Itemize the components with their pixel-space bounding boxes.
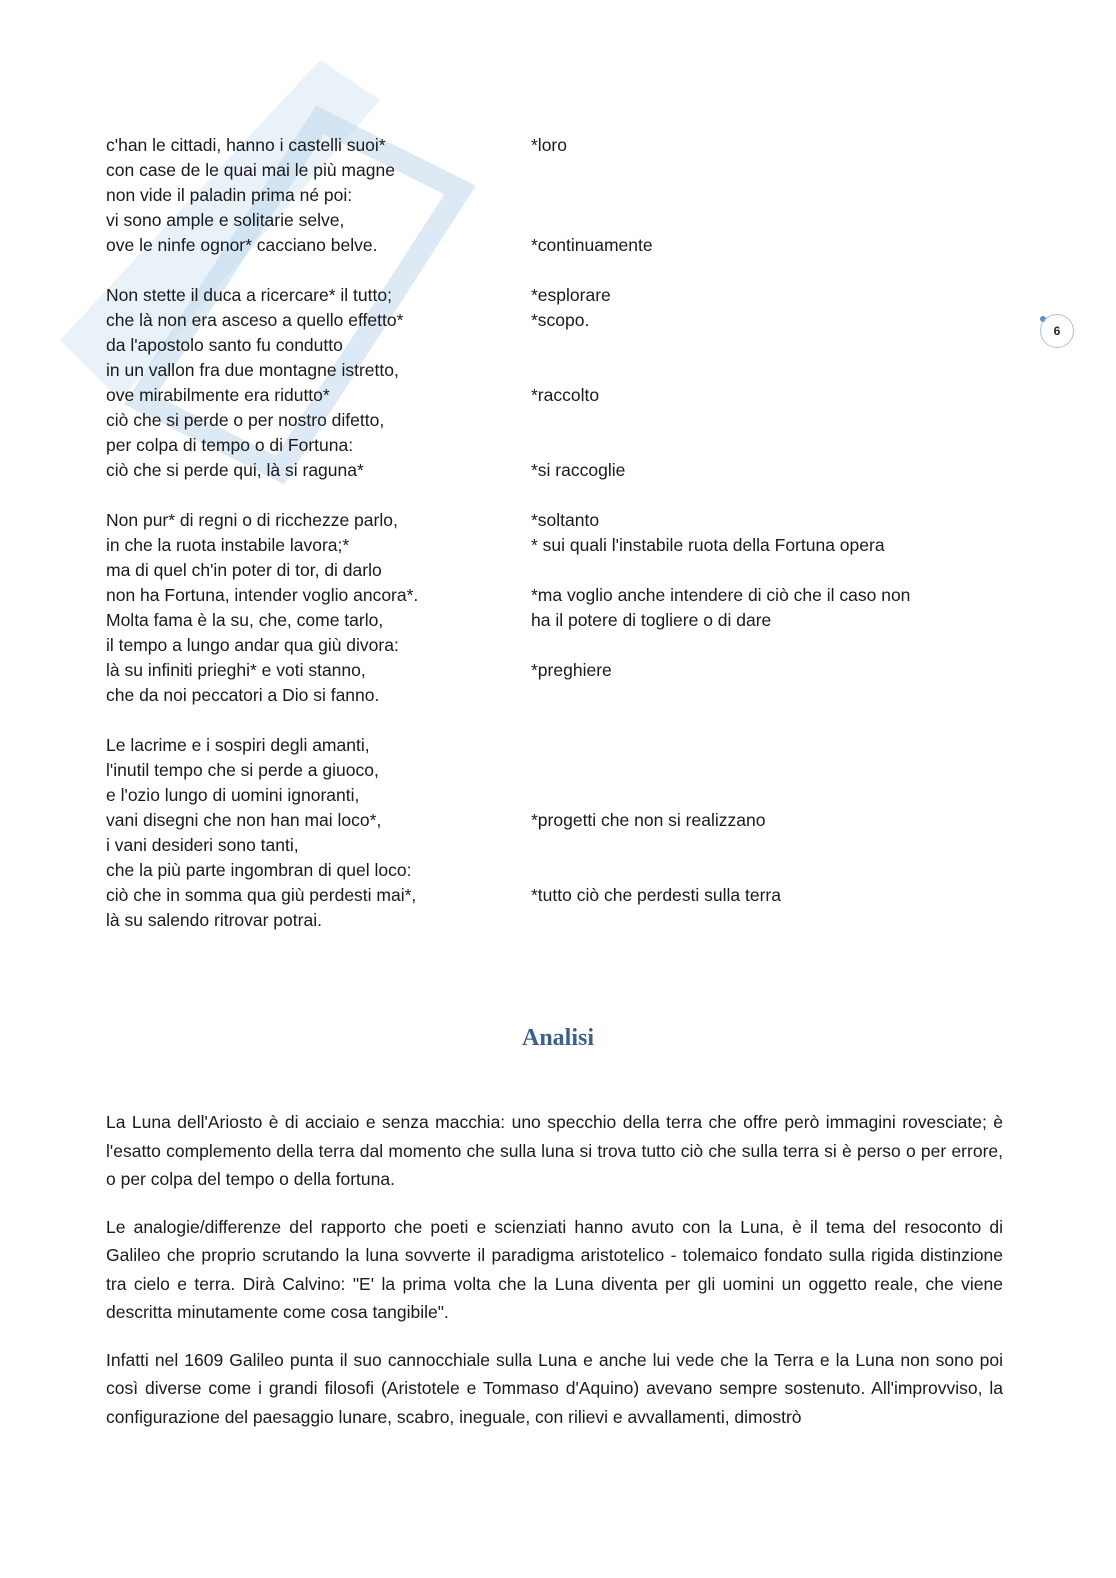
verse-line	[106, 433, 1006, 458]
verse-text: i vani desideri sono tanti,	[106, 835, 299, 855]
verse-line	[106, 858, 1006, 883]
verse-line	[106, 558, 1006, 583]
verse-text: Non stette il duca a ricercare* il tutto;	[106, 285, 392, 305]
verse-line	[106, 783, 1006, 808]
verse-line	[106, 233, 1006, 258]
poem-text	[106, 133, 1006, 958]
verse-line	[106, 758, 1006, 783]
verse-line	[106, 658, 1006, 683]
verse-text: ciò che si perde o per nostro difetto,	[106, 410, 385, 430]
verse-text: ove le ninfe ognor* cacciano belve.	[106, 235, 378, 255]
verse-text: che da noi peccatori a Dio si fanno.	[106, 685, 380, 705]
page-number: 6	[1040, 314, 1074, 348]
paragraph: Le analogie/differenze del rapporto che poeti e scienziati hanno avuto con la Luna, è il tema del resoconto di Galileo che proprio scrutando la luna sovverte il paradigma aristotelico - tolemaico fondato sulla rigida distinzione tra cielo e terra. Dirà Calvino: "E' la prima volta che la Luna diventa per gli uomini un oggetto reale, che viene descritta minutamente come cosa tangibile".	[106, 1216, 1003, 1322]
verse-text: per colpa di tempo o di Fortuna:	[106, 435, 354, 455]
verse-text: con case de le quai mai le più magne	[106, 160, 395, 180]
stanza	[106, 733, 1006, 933]
verse-text: ma di quel ch'in poter di tor, di darlo	[106, 560, 382, 580]
gloss-note: *soltanto	[531, 510, 600, 530]
verse-line	[106, 133, 1006, 158]
verse-line	[106, 533, 1006, 558]
gloss-note: *loro	[531, 135, 567, 155]
verse-line	[106, 733, 1006, 758]
verse-line	[106, 383, 1006, 408]
verse-text: che la più parte ingombran di quel loco:	[106, 860, 412, 880]
verse-text: Le lacrime e i sospiri degli amanti,	[106, 735, 370, 755]
paragraph: Infatti nel 1609 Galileo punta il suo cannocchiale sulla Luna e anche lui vede che la Terra e la Luna non sono poi così diverse come i grandi filosofi (Aristotele e Tommaso d'Aquino) avevano sempre sostenuto. All'improvviso, la configurazione del paesaggio lunare, scabro, ineguale, con rilievi e avvallamenti, dimostrò	[106, 1349, 1003, 1427]
analysis-body	[106, 1108, 1003, 1450]
gloss-note: *si raccoglie	[531, 460, 626, 480]
stanza	[106, 508, 1006, 708]
verse-text: ove mirabilmente era ridutto*	[106, 385, 330, 405]
verse-line	[106, 608, 1006, 633]
gloss-note: *ma voglio anche intendere di ciò che il caso non	[531, 585, 911, 605]
verse-text: ciò che si perde qui, là si raguna*	[106, 460, 364, 480]
verse-line	[106, 833, 1006, 858]
verse-line	[106, 883, 1006, 908]
verse-line	[106, 333, 1006, 358]
verse-line	[106, 508, 1006, 533]
verse-line	[106, 358, 1006, 383]
verse-text: là su infiniti prieghi* e voti stanno,	[106, 660, 366, 680]
verse-text: che là non era asceso a quello effetto*	[106, 310, 404, 330]
gloss-note: *progetti che non si realizzano	[531, 810, 766, 830]
verse-line	[106, 633, 1006, 658]
verse-text: l'inutil tempo che si perde a giuoco,	[106, 760, 379, 780]
verse-text: vani disegni che non han mai loco*,	[106, 810, 382, 830]
verse-text: Molta fama è la su, che, come tarlo,	[106, 610, 384, 630]
verse-text: Non pur* di regni o di ricchezze parlo,	[106, 510, 398, 530]
verse-text: là su salendo ritrovar potrai.	[106, 910, 322, 930]
verse-text: vi sono ample e solitarie selve,	[106, 210, 345, 230]
verse-text: c'han le cittadi, hanno i castelli suoi*	[106, 135, 386, 155]
section-heading-analisi: Analisi	[521, 1025, 595, 1051]
gloss-note: * sui quali l'instabile ruota della Fortuna opera	[531, 535, 885, 555]
verse-line	[106, 408, 1006, 433]
verse-line	[106, 308, 1006, 333]
verse-line	[106, 158, 1006, 183]
verse-text: da l'apostolo santo fu condutto	[106, 335, 343, 355]
verse-line	[106, 208, 1006, 233]
stanza	[106, 133, 1006, 258]
verse-line	[106, 458, 1006, 483]
stanza	[106, 283, 1006, 483]
verse-text: e l'ozio lungo di uomini ignoranti,	[106, 785, 360, 805]
verse-text: in un vallon fra due montagne istretto,	[106, 360, 399, 380]
gloss-note: *tutto ciò che perdesti sulla terra	[531, 885, 781, 905]
verse-text: non vide il paladin prima né poi:	[106, 185, 353, 205]
verse-line	[106, 683, 1006, 708]
paragraph: La Luna dell'Ariosto è di acciaio e senza macchia: uno specchio della terra che offre però immagini rovesciate; è l'esatto complemento della terra dal momento che sulla luna si trova tutto ciò che sulla terra si è perso o per errore, o per colpa del tempo o della fortuna.	[106, 1112, 1003, 1189]
verse-line	[106, 583, 1006, 608]
gloss-note: *continuamente	[531, 235, 653, 255]
verse-text: in che la ruota instabile lavora;*	[106, 535, 350, 555]
verse-line	[106, 908, 1006, 933]
verse-line	[106, 183, 1006, 208]
verse-text: il tempo a lungo andar qua giù divora:	[106, 635, 399, 655]
gloss-note: *esplorare	[531, 285, 611, 305]
gloss-note: *raccolto	[531, 385, 600, 405]
verse-line	[106, 283, 1006, 308]
verse-text: non ha Fortuna, intender voglio ancora*.	[106, 585, 419, 605]
verse-text: ciò che in somma qua giù perdesti mai*,	[106, 885, 417, 905]
gloss-note: ha il potere di togliere o di dare	[531, 610, 772, 630]
verse-line	[106, 808, 1006, 833]
gloss-note: *preghiere	[531, 660, 612, 680]
gloss-note: *scopo.	[531, 310, 590, 330]
